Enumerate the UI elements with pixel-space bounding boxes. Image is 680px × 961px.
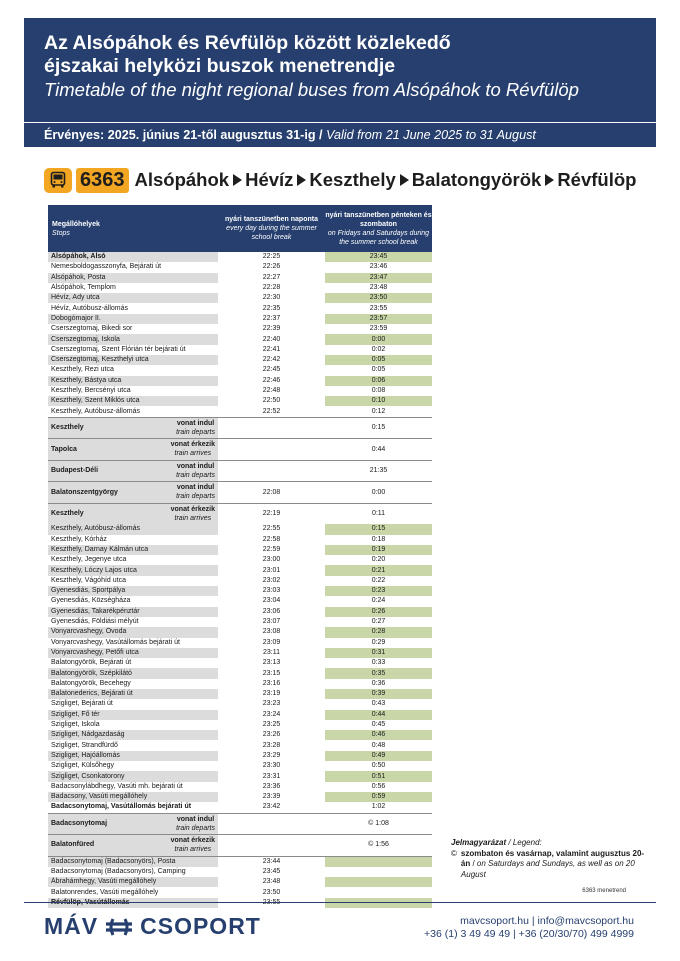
weekend-time: 0:00 [325, 482, 432, 504]
train-label [176, 483, 215, 501]
title-line-2: éjszakai helyközi buszok menetrendje [44, 55, 396, 77]
stop-name: Balatonederics, Bejárati út [48, 689, 218, 699]
timetable-row [48, 648, 432, 658]
weekend-time: 0:45 [371, 721, 386, 729]
weekend-time: 0:26 [325, 607, 432, 617]
stop-name: Keszthely, Szent Miklós utca [48, 396, 218, 406]
timetable-row [48, 314, 432, 324]
daily-time: 22:08 [218, 482, 325, 504]
stop-name: Hévíz, Ady utca [48, 293, 218, 303]
weekend-time: 23:47 [325, 273, 432, 283]
daily-time: 23:11 [263, 648, 280, 656]
daily-time: 23:13 [262, 659, 281, 667]
timetable-row [48, 586, 432, 596]
stop-name: Szigliget, Strandfürdő [51, 741, 118, 749]
train-label-en: train arrives [174, 450, 212, 458]
timetable-row [48, 730, 432, 740]
weekend-time: 0:39 [325, 689, 432, 699]
stop-name: Szigliget, Iskola [51, 721, 100, 729]
weekend-time: 0:49 [325, 751, 432, 761]
stop-name: Keszthely, Darnay Kálmán utca [48, 545, 218, 555]
timetable-row [48, 802, 432, 813]
train-connection-row [48, 813, 432, 835]
train-label-en: train arrives [174, 846, 212, 854]
contact-info [424, 915, 634, 941]
weekend-time: © 1:56 [325, 835, 432, 857]
daily-time [218, 417, 325, 439]
title-line-english: Timetable of the night regional buses from Alsópáhok to Révfülöp [44, 79, 579, 100]
train-station-name: Keszthely [51, 424, 84, 431]
weekend-time: 0:22 [371, 576, 386, 584]
stop-name: Vonyarcvashegy, Vasútállomás bejárati út [51, 638, 180, 646]
daily-time: 22:37 [262, 314, 281, 322]
weekend-time: 23:50 [325, 293, 432, 303]
weekend-time: 0:10 [325, 396, 432, 406]
weekend-time: 0:00 [325, 334, 432, 344]
timetable-row [48, 856, 432, 867]
stop-name: Keszthely, Jegenye utca [51, 556, 127, 564]
route-stop: Alsópáhok [134, 169, 230, 190]
arrow-right-icon [233, 174, 242, 186]
timetable-row [48, 576, 432, 586]
daily-time: 22:58 [262, 535, 281, 543]
daily-time: 23:09 [262, 638, 281, 646]
timetable-row [48, 751, 432, 761]
train-label [171, 440, 215, 458]
daily-time: 23:03 [262, 587, 281, 595]
timetable-row [48, 396, 432, 406]
train-connection-row [48, 835, 432, 857]
train-station [48, 439, 218, 461]
timetable-row [48, 283, 432, 293]
weekend-time: 0:46 [325, 730, 432, 740]
weekend-time [325, 856, 432, 867]
contact-phone[interactable]: +36 (1) 3 49 49 49 | +36 (20/30/70) 499 4999 [424, 928, 634, 940]
weekend-time: 1:02 [371, 803, 386, 811]
stop-name: Ábrahámhegy, Vasúti megállóhely [48, 877, 218, 887]
title-line-1: Az Alsópáhok és Révfülöp között közlekedő [44, 32, 451, 54]
arrow-right-icon [400, 174, 409, 186]
timetable-row [48, 334, 432, 344]
stop-name: Keszthely, Autóbusz-állomás [48, 524, 218, 534]
weekend-time: 0:43 [371, 700, 386, 708]
daily-time: 23:31 [262, 772, 281, 780]
stop-name: Badacsonytomaj (Badacsonyörs), Posta [48, 856, 218, 867]
timetable-row [48, 406, 432, 417]
route-bar [44, 164, 636, 196]
timetable-row [48, 638, 432, 648]
train-connection-row [48, 417, 432, 439]
train-connection-row [48, 439, 432, 461]
weekend-time [325, 877, 432, 887]
train-label-hu: vonat érkezik [170, 505, 215, 513]
daily-time [218, 439, 325, 461]
train-connection-row [48, 482, 432, 504]
weekend-time: 0:28 [325, 627, 432, 637]
weekend-time: 0:35 [325, 668, 432, 678]
timetable-row [48, 252, 432, 262]
logo-text-right: CSOPORT [140, 913, 261, 939]
legend-symbol: © [451, 848, 457, 858]
daily-time: 22:42 [262, 356, 281, 364]
stop-name: Szigliget, Fő tér [48, 710, 218, 720]
timetable-row [48, 376, 432, 386]
daily-time: 23:24 [262, 710, 281, 718]
stop-name: Szigliget, Hajóállomás [48, 751, 218, 761]
weekend-time: 0:08 [371, 387, 386, 394]
route-stop: Balatongyörök [411, 169, 542, 190]
weekend-time: 0:50 [371, 762, 386, 770]
legend [451, 838, 651, 880]
daily-time: 23:36 [262, 782, 281, 790]
stop-name: Gyenesdiás, Földiási mélyút [51, 618, 139, 626]
timetable-row [48, 761, 432, 771]
weekend-time: 0:23 [325, 586, 432, 596]
daily-time: 22:46 [262, 376, 281, 384]
weekend-time [325, 867, 432, 877]
legend-text-separator: / [470, 859, 477, 868]
stop-name: Gyenesdiás, Községháza [51, 597, 131, 605]
daily-time: 22:30 [262, 294, 281, 302]
stop-name: Badacsonytomaj, Vasútállomás bejárati út [51, 803, 192, 811]
daily-time: 23:07 [262, 618, 281, 626]
daily-time: 23:28 [262, 741, 281, 749]
daily-time: 22:35 [262, 304, 281, 312]
weekend-time: 0:12 [371, 407, 386, 415]
weekend-time: 0:44 [325, 439, 432, 461]
train-label-en: train departs [176, 824, 215, 832]
stop-name: Cserszegtomaj, Szent Flórián tér bejárati út [51, 345, 186, 353]
stop-name: Vonyarcvashegy, Petőfi utca [48, 648, 218, 658]
legend-text-en: on Saturdays and Sundays, as well as on 20 August [460, 859, 635, 879]
weekend-time: 0:05 [325, 355, 432, 365]
footnote: 6363 menetrend [582, 888, 626, 894]
stop-name: Badacsonylábdhegy, Vasúti mh. bejárati út [51, 782, 183, 790]
daily-column-header [218, 205, 325, 252]
weekend-time: 0:48 [371, 741, 386, 749]
daily-time: 23:01 [262, 566, 281, 574]
train-label-hu: vonat érkezik [170, 441, 215, 449]
timetable-row [48, 293, 432, 303]
route-stop: Keszthely [309, 169, 396, 190]
train-station-name: Balatonfüred [51, 841, 95, 849]
train-label [171, 505, 215, 523]
stop-name: Balatongyörök, Becehegy [51, 679, 131, 687]
mav-logo [44, 913, 261, 940]
daily-time: 23:08 [262, 628, 281, 636]
daily-time: 23:02 [262, 576, 281, 584]
daily-time: 22:25 [262, 253, 281, 261]
stop-name: Gyenesdiás, Sportpálya [48, 586, 218, 596]
daily-time: 22:40 [262, 335, 281, 343]
timetable-row [48, 699, 432, 709]
daily-time: 23:29 [262, 751, 281, 759]
train-station [48, 460, 218, 482]
daily-time: 23:19 [262, 690, 281, 698]
weekend-time: 0:06 [325, 376, 432, 386]
weekend-time: 0:59 [325, 792, 432, 802]
stop-name: Keszthely, Autóbusz-állomás [51, 407, 140, 415]
train-station-name: Balatonszentgyörgy [51, 488, 118, 496]
timetable-row [48, 607, 432, 617]
timetable-row [48, 345, 432, 355]
weekend-header-hu: nyári tanszünetben pénteken és szombaton [325, 211, 432, 228]
daily-time: 22:52 [262, 407, 281, 415]
daily-time: 23:23 [262, 700, 281, 708]
stop-name: Keszthely, Bástya utca [48, 376, 218, 386]
timetable-row [48, 689, 432, 699]
weekend-time: 0:18 [371, 535, 386, 543]
timetable-row [48, 782, 432, 792]
stop-name: Alsópáhok, Templom [51, 284, 116, 292]
train-connection-row [48, 503, 432, 524]
daily-time: 23:26 [262, 731, 281, 739]
weekend-time: 0:02 [371, 345, 386, 353]
timetable-row [48, 365, 432, 375]
stop-name: Alsópáhok, Posta [48, 273, 218, 283]
legend-title-separator: / [506, 838, 513, 847]
weekend-time: 0:27 [371, 618, 386, 626]
timetable-row [48, 617, 432, 627]
train-station-name: Keszthely [51, 510, 84, 517]
legend-title-en: Legend: [512, 838, 542, 847]
timetable-row [48, 740, 432, 750]
stop-name: Szigliget, Bejárati út [51, 700, 113, 708]
title-banner [24, 18, 656, 122]
train-station [48, 835, 218, 857]
weekend-time: 0:15 [325, 524, 432, 534]
weekend-time: 0:15 [325, 417, 432, 439]
weekend-time: 23:46 [369, 263, 388, 271]
timetable-row [48, 386, 432, 396]
train-label [171, 836, 215, 854]
daily-time: 22:45 [262, 366, 281, 374]
weekend-time: 23:48 [369, 284, 388, 292]
weekend-time: © 1:08 [325, 813, 432, 835]
weekend-time: 0:29 [371, 638, 386, 646]
daily-time: 23:15 [262, 669, 281, 677]
train-label [176, 419, 215, 437]
timetable-row [48, 303, 432, 313]
weekend-time: 23:57 [325, 314, 432, 324]
weekend-time: 0:33 [371, 659, 386, 667]
weekend-time [325, 887, 432, 897]
daily-time: 22:27 [262, 273, 281, 281]
weekend-column-header [325, 205, 432, 252]
weekend-time: 21:35 [325, 460, 432, 482]
legend-text-hu: szombaton és vasárnap, valamint augusztus 20-án [460, 848, 645, 868]
stop-name: Szigliget, Külsőhegy [51, 762, 115, 770]
daily-time: 23:42 [262, 803, 281, 811]
timetable-row [48, 627, 432, 637]
daily-time: 22:26 [262, 263, 281, 271]
daily-time: 23:25 [262, 721, 281, 729]
daily-time: 22:41 [262, 345, 281, 353]
daily-time: 23:06 [262, 607, 281, 615]
timetable-row [48, 877, 432, 887]
stop-name: Keszthely, Lóczy Lajos utca [48, 565, 218, 575]
timetable-row [48, 545, 432, 555]
weekend-time: 0:05 [371, 366, 386, 374]
train-station-name: Budapest-Déli [51, 467, 99, 474]
daily-header-en: every day during the summer school break [226, 225, 317, 241]
timetable-row [48, 355, 432, 365]
weekend-time: 23:45 [325, 252, 432, 262]
timetable-header [48, 205, 432, 252]
daily-time: 23:16 [262, 679, 281, 687]
train-station-name: Badacsonytomaj [51, 819, 108, 827]
daily-time: 23:39 [262, 793, 281, 801]
daily-time: 22:59 [262, 545, 281, 553]
timetable-row [48, 565, 432, 575]
daily-time: 22:55 [262, 525, 281, 533]
timetable-row [48, 710, 432, 720]
stop-name: Szigliget, Csonkatorony [48, 771, 218, 781]
daily-time: 23:50 [262, 888, 281, 896]
legend-title-hu: Jelmagyarázat [451, 838, 507, 847]
weekend-time: 0:44 [325, 710, 432, 720]
stop-name: Hévíz, Autóbusz-állomás [51, 304, 129, 312]
daily-header-hu: nyári tanszünetben naponta [225, 216, 318, 223]
timetable-body [48, 252, 432, 908]
arrow-right-icon [545, 174, 554, 186]
arrow-right-icon [297, 174, 306, 186]
stop-name: Dobogómajor II. [48, 314, 218, 324]
timetable-row [48, 668, 432, 678]
daily-time: 23:30 [262, 762, 281, 770]
footer-divider [24, 902, 656, 903]
daily-time: 23:04 [262, 597, 281, 605]
daily-time: 23:00 [262, 556, 281, 564]
train-station [48, 503, 218, 524]
stops-column-header [48, 205, 218, 252]
daily-time [218, 460, 325, 482]
train-label-hu: vonat érkezik [170, 837, 215, 845]
weekend-time: 0:51 [325, 771, 432, 781]
stop-name: Cserszegtomaj, Bikedi sor [51, 325, 133, 333]
stop-name: Gyenesdiás, Takarékpénztár [48, 607, 218, 617]
daily-time [218, 835, 325, 857]
stop-name: Keszthely, Vágóhíd utca [51, 576, 126, 584]
stop-name: Balatonrendes, Vasúti megállóhely [51, 888, 159, 896]
train-label-en: train arrives [174, 514, 212, 522]
train-label-en: train departs [176, 493, 215, 501]
timetable-row [48, 792, 432, 802]
daily-time: 23:44 [262, 857, 281, 865]
train-label-hu: vonat indul [176, 462, 215, 470]
stop-name: Badacsonytomaj (Badacsonyörs), Camping [51, 868, 186, 875]
stop-name: Nemesboldogasszonyfa, Bejárati út [51, 263, 162, 271]
weekend-time: 0:56 [371, 782, 386, 790]
contact-web-email[interactable]: mavcsoport.hu | info@mavcsoport.hu [460, 915, 634, 927]
weekend-time: 0:21 [325, 565, 432, 575]
daily-time [218, 813, 325, 835]
stop-name: Keszthely, Bercsényi utca [51, 387, 131, 394]
stops-header-en: Stops [52, 229, 70, 237]
timetable-row [48, 771, 432, 781]
timetable-row [48, 679, 432, 689]
route-stop: Révfülöp [557, 169, 637, 190]
stop-name: Balatongyörök, Bejárati út [51, 659, 132, 667]
timetable-row [48, 887, 432, 897]
stops-header-hu: Megállóhelyek [52, 220, 100, 228]
timetable [48, 205, 432, 908]
timetable-row [48, 720, 432, 730]
timetable-row [48, 273, 432, 283]
route-stop: Hévíz [245, 169, 294, 190]
train-label-en: train departs [176, 471, 215, 479]
timetable-row [48, 535, 432, 545]
train-station [48, 417, 218, 439]
bus-icon [44, 168, 72, 193]
validity-hu: Érvényes: 2025. június 21-től augusztus 31-ig [44, 128, 316, 142]
train-label-hu: vonat indul [176, 815, 215, 823]
stop-name: Alsópáhok, Alsó [48, 252, 218, 262]
weekend-header-en: on Fridays and Saturdays during the summer school break [327, 229, 430, 246]
stop-name: Vonyarcvashegy, Óvoda [48, 627, 218, 637]
stop-name: Cserszegtomaj, Keszthelyi utca [48, 355, 218, 365]
timetable-row [48, 262, 432, 272]
train-label [176, 462, 215, 480]
daily-time: 22:50 [262, 397, 281, 405]
train-station [48, 813, 218, 835]
stop-name: Szigliget, Nádgazdaság [48, 730, 218, 740]
logo-text-left: MÁV [44, 913, 99, 939]
timetable-row [48, 867, 432, 877]
stop-name: Cserszegtomaj, Iskola [48, 334, 218, 344]
weekend-time: 0:24 [371, 597, 386, 605]
daily-time: 22:48 [262, 387, 281, 394]
weekend-time: 0:19 [325, 545, 432, 555]
train-station-name: Tapolca [51, 445, 77, 453]
stop-name: Keszthely, Kórház [51, 535, 107, 543]
train-station [48, 482, 218, 504]
validity-en: Valid from 21 June 2025 to 31 August [326, 128, 536, 142]
train-connection-row [48, 460, 432, 482]
mav-wheel-icon [104, 916, 134, 938]
weekend-time: 0:31 [325, 648, 432, 658]
daily-time: 22:39 [262, 325, 281, 333]
stop-name: Keszthely, Rezi utca [51, 366, 114, 374]
train-label-en: train departs [176, 428, 215, 436]
timetable-row [48, 555, 432, 565]
validity-banner [24, 123, 656, 147]
daily-time: 23:45 [262, 868, 281, 875]
validity-separator: / [315, 128, 327, 142]
daily-time: 23:48 [262, 878, 281, 886]
weekend-time: 0:11 [325, 503, 432, 524]
weekend-time: 0:36 [371, 679, 386, 687]
timetable-row [48, 658, 432, 668]
timetable-row [48, 324, 432, 334]
timetable-row [48, 524, 432, 534]
route-number: 6363 [76, 168, 129, 193]
weekend-time: 0:20 [371, 556, 386, 564]
train-label-hu: vonat indul [176, 484, 215, 492]
daily-time: 22:28 [262, 284, 281, 292]
daily-time: 22:19 [218, 503, 325, 524]
timetable-row [48, 596, 432, 606]
weekend-time: 23:55 [369, 304, 388, 312]
weekend-time: 23:59 [369, 325, 388, 333]
stop-name: Balatongyörök, Szépkilátó [48, 668, 218, 678]
stop-name: Badacsony, Vasúti megállóhely [48, 792, 218, 802]
train-label [176, 815, 215, 833]
train-label-hu: vonat indul [176, 419, 215, 427]
